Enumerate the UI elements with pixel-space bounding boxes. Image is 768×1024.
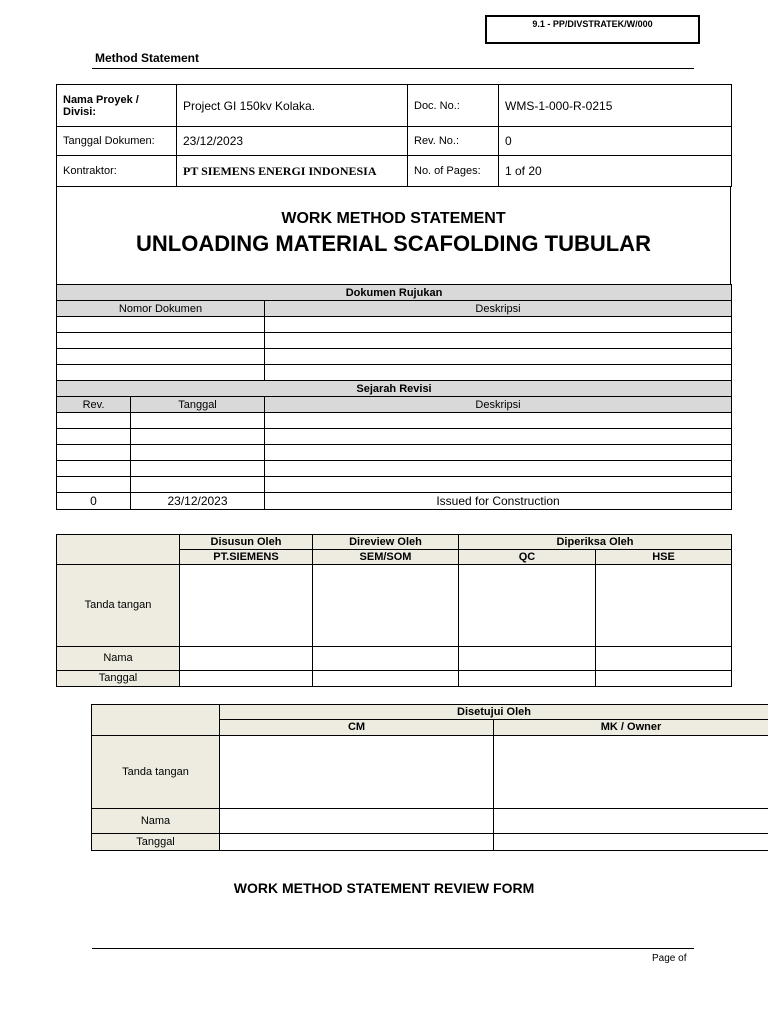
signature-cell [459,565,596,647]
checked-by-header: Diperiksa Oleh [459,535,732,550]
approval-date-cell [220,834,494,851]
signature-row-label: Tanda tangan [57,565,180,647]
date-row-label: Tanggal [57,671,180,687]
reference-row [57,349,732,365]
party-owner-header: MK / Owner [494,720,768,736]
reference-description-cell [265,317,732,333]
revision-row [57,477,732,493]
approval-name-cell [494,809,768,834]
reference-number-cell [57,317,265,333]
approval-table [91,704,768,851]
document-title: UNLOADING MATERIAL SCAFOLDING TUBULAR [136,231,651,256]
revision-date: 23/12/2023 [131,493,265,510]
approved-by-header: Disetujui Oleh [220,705,768,720]
signature-cell [180,565,313,647]
name-row [57,647,732,671]
approval-signature-row [92,736,768,809]
revision-row [57,445,732,461]
doc-no-value: WMS-1-000-R-0215 [499,85,732,127]
reference-number-header: Nomor Dokumen [57,301,265,317]
reference-description-cell [265,333,732,349]
revision-row-issued [57,493,732,510]
revisions-heading: Sejarah Revisi [57,381,732,397]
revisions-section-row [57,381,732,397]
revision-number-cell [57,461,131,477]
revision-description-header: Deskripsi [265,397,732,413]
review-form-title: WORK METHOD STATEMENT REVIEW FORM [233,880,535,896]
revision-row [57,461,732,477]
name-cell [313,647,459,671]
revision-description: Issued for Construction [265,493,732,510]
revision-row [57,413,732,429]
revision-number-cell [57,413,131,429]
revision-description-cell [265,429,732,445]
document-code-box [485,15,700,44]
revision-row [57,429,732,445]
pages-value: 1 of 20 [499,156,732,187]
reference-number-cell [57,333,265,349]
approval-signature-cell [220,736,494,809]
revision-description-cell [265,445,732,461]
revision-date-cell [131,413,265,429]
info-row-contractor [57,156,732,187]
approval-date-row [92,834,768,851]
footer-divider [92,948,694,949]
signature-table [56,534,732,687]
party-sem-header: SEM/SOM [313,550,459,565]
reference-row [57,333,732,349]
reference-row [57,317,732,333]
info-row-project [57,85,732,127]
date-row [57,671,732,687]
name-cell [180,647,313,671]
contractor-label: Kontraktor: [57,156,177,187]
references-header-row [57,301,732,317]
reference-description-cell [265,349,732,365]
revisions-header-row [57,397,732,413]
approval-group-row [92,705,768,720]
date-label: Tanggal Dokumen: [57,127,177,156]
name-row-label: Nama [57,647,180,671]
date-cell [313,671,459,687]
document-subtitle: WORK METHOD STATEMENT [281,210,506,227]
approval-corner-cell [92,705,220,736]
document-code: 9.1 - PP/DIVSTRATEK/W/000 [532,19,653,29]
revision-number-header: Rev. [57,397,131,413]
revision-description-cell [265,413,732,429]
date-cell [459,671,596,687]
approval-name-label: Nama [92,809,220,834]
approval-name-cell [220,809,494,834]
approval-date-cell [494,834,768,851]
project-value: Project GI 150kv Kolaka. [177,85,408,127]
reference-description-header: Deskripsi [265,301,732,317]
header-label: Method Statement [95,51,200,65]
signature-row [57,565,732,647]
name-cell [459,647,596,671]
date-cell [596,671,732,687]
reference-number-cell [57,349,265,365]
rev-no-value: 0 [499,127,732,156]
reference-number-cell [57,365,265,381]
page-number-footer: Page of [652,953,687,964]
revision-date-cell [131,477,265,493]
references-heading: Dokumen Rujukan [57,285,732,301]
approval-signature-label: Tanda tangan [92,736,220,809]
date-cell [180,671,313,687]
doc-no-label: Doc. No.: [408,85,499,127]
prepared-by-header: Disusun Oleh [180,535,313,550]
signature-cell [313,565,459,647]
revision-date-cell [131,429,265,445]
date-value: 23/12/2023 [177,127,408,156]
project-label: Nama Proyek / Divisi: [57,85,177,127]
signature-corner-cell [57,535,180,565]
party-qc-header: QC [459,550,596,565]
approval-name-row [92,809,768,834]
document-info-table [56,84,732,187]
signature-group-row [57,535,732,550]
title-block [56,186,731,285]
reference-description-cell [265,365,732,381]
party-hse-header: HSE [596,550,732,565]
revision-date-header: Tanggal [131,397,265,413]
rev-no-label: Rev. No.: [408,127,499,156]
revision-number-cell [57,445,131,461]
reference-row [57,365,732,381]
references-and-revisions-table [56,284,732,510]
signature-cell [596,565,732,647]
revision-number: 0 [57,493,131,510]
party-cm-header: CM [220,720,494,736]
references-section-row [57,285,732,301]
revision-number-cell [57,477,131,493]
approval-signature-cell [494,736,768,809]
revision-number-cell [57,429,131,445]
party-siemens-header: PT.SIEMENS [180,550,313,565]
revision-description-cell [265,477,732,493]
pages-label: No. of Pages: [408,156,499,187]
revision-description-cell [265,461,732,477]
revision-date-cell [131,461,265,477]
header-divider [92,68,694,69]
approval-date-label: Tanggal [92,834,220,851]
reviewed-by-header: Direview Oleh [313,535,459,550]
revision-date-cell [131,445,265,461]
info-row-date [57,127,732,156]
contractor-value: PT SIEMENS ENERGI INDONESIA [177,156,408,187]
name-cell [596,647,732,671]
